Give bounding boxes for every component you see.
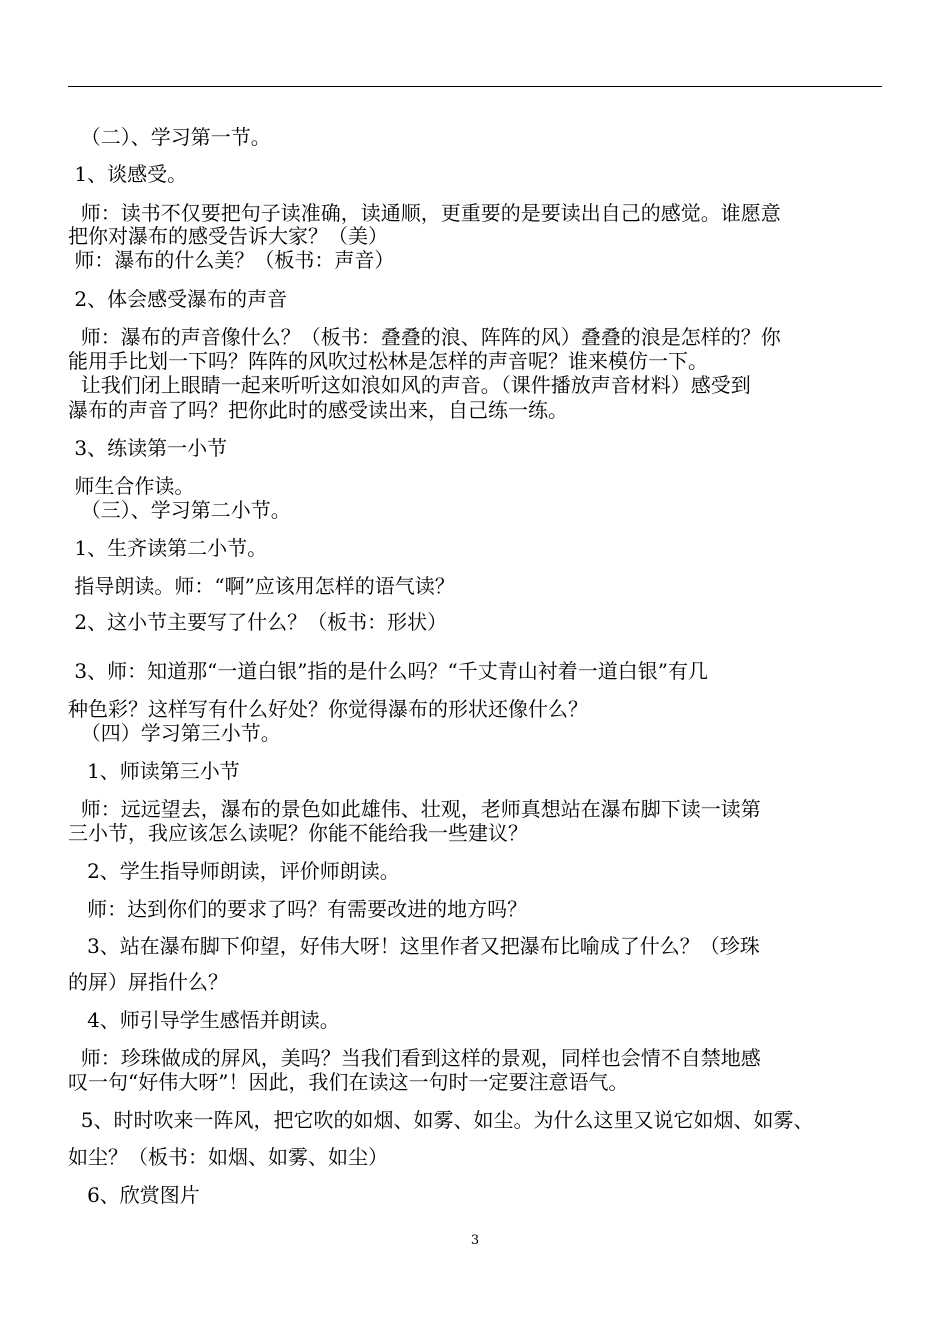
line-11: 3、练读第一小节 [68,436,228,460]
line-24: 师：达到你们的要求了吗？有需要改进的地方吗？ [68,897,528,921]
line-7: 师：瀑布的声音像什么？（板书：叠叠的浪、阵阵的风）叠叠的浪是怎样的？你 [68,325,781,349]
line-13: （三）、学习第二小节。 [68,498,291,522]
header-rule [68,86,882,87]
line-20: 1、师读第三小节 [68,759,240,783]
line-26: 的屏）屏指什么？ [68,970,228,994]
line-22: 三小节，我应该怎么读呢？你能不能给我一些建议？ [68,821,528,845]
line-19: （四）学习第三小节。 [68,721,281,745]
line-9: 让我们闭上眼睛一起来听听这如浪如风的声音。（课件播放声音材料）感受到 [68,373,751,397]
line-25: 3、站在瀑布脚下仰望，好伟大呀！这里作者又把瀑布比喻成了什么？（珍珠 [68,934,760,958]
line-23: 2、学生指导师朗读，评价师朗读。 [68,859,400,883]
line-2: 1、谈感受。 [68,162,188,186]
line-17: 3、师：知道那“一道白银”指的是什么吗？“千丈青山衬着一道白银”有几 [68,659,708,683]
line-27: 4、师引导学生感悟并朗读。 [68,1008,340,1032]
line-6: 2、体会感受瀑布的声音 [68,287,288,311]
line-16: 2、这小节主要写了什么？（板书：形状） [68,610,448,634]
line-18: 种色彩？这样写有什么好处？你觉得瀑布的形状还像什么？ [68,697,588,721]
line-28: 师：珍珠做成的屏风，美吗？当我们看到这样的景观，同样也会情不自禁地感 [68,1046,761,1070]
line-31: 如尘？（板书：如烟、如雾、如尘） [68,1145,388,1169]
line-10: 瀑布的声音了吗？把你此时的感受读出来，自己练一练。 [68,398,568,422]
line-32: 6、欣赏图片 [68,1183,200,1207]
line-3: 师：读书不仅要把句子读准确，读通顺，更重要的是要读出自己的感觉。谁愿意 [68,201,781,225]
line-5: 师：瀑布的什么美？（板书：声音） [68,248,395,272]
line-1: （二）、学习第一节。 [68,125,271,149]
line-12: 师生合作读。 [68,474,195,498]
line-4: 把你对瀑布的感受告诉大家？（美） [68,224,388,248]
line-8: 能用手比划一下吗？阵阵的风吹过松林是怎样的声音呢？谁来模仿一下。 [68,349,708,373]
line-30: 5、时时吹来一阵风，把它吹的如烟、如雾、如尘。为什么这里又说它如烟、如雾、 [68,1108,814,1132]
line-21: 师：远远望去，瀑布的景色如此雄伟、壮观，老师真想站在瀑布脚下读一读第 [68,797,761,821]
line-29: 叹一句“好伟大呀”！因此，我们在读这一句时一定要注意语气。 [68,1070,629,1094]
line-15: 指导朗读。师：“啊”应该用怎样的语气读？ [68,574,455,598]
line-14: 1、生齐读第二小节。 [68,536,268,560]
page-number: 3 [470,1233,480,1248]
